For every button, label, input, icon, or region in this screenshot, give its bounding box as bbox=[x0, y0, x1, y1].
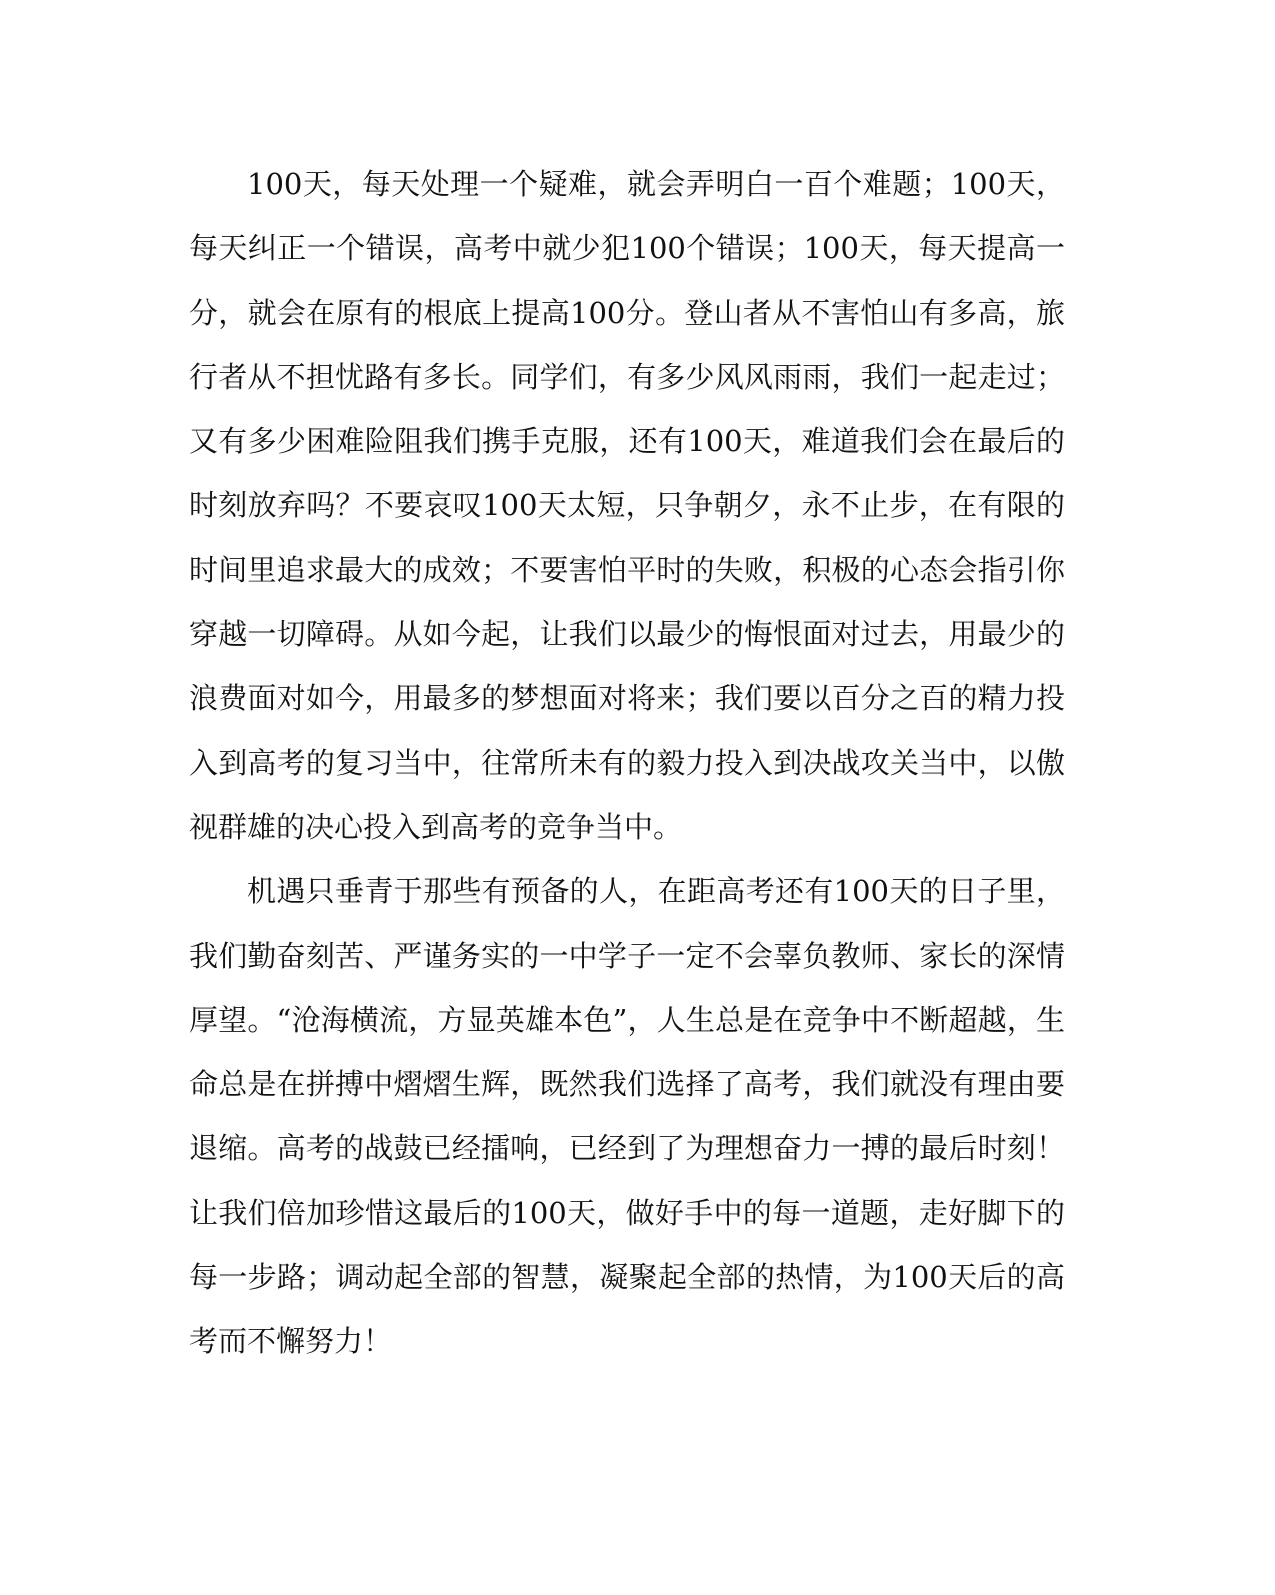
paragraph-1: 100天，每天处理一个疑难，就会弄明白一百个难题；100天，每天纠正一个错误，高考中就少犯100个错误；100天，每天提高一分，就会在原有的根底上提高100分。登山者从不害怕山有多高，旅行者从不担忧路有多长。同学们，有多少风风雨雨，我们一起走过；又有多少困难险阻我们携手克服，还有100天，难道我们会在最后的时刻放弃吗？不要哀叹100天太短，只争朝夕，永不止步，在有限的时间里追求最大的成效；不要害怕平时的失败，积极的心态会指引你穿越一切障碍。从如今起，让我们以最少的悔恨面对过去，用最少的浪费面对如今，用最多的梦想面对将来；我们要以百分之百的精力投入到高考的复习当中，往常所未有的毅力投入到决战攻关当中，以傲视群雄的决心投入到高考的竞争当中。 bbox=[189, 167, 1065, 844]
document-body bbox=[189, 152, 1065, 1374]
paragraph-2: 机遇只垂青于那些有预备的人，在距高考还有100天的日子里，我们勤奋刻苦、严谨务实的一中学子一定不会辜负教师、家长的深情厚望。“沧海横流，方显英雄本色”，人生总是在竞争中不断超越，生命总是在拼搏中熠熠生辉，既然我们选择了高考，我们就没有理由要退缩。高考的战鼓已经擂响，已经到了为理想奋力一搏的最后时刻！让我们倍加珍惜这最后的100天，做好手中的每一道题，走好脚下的每一步路；调动起全部的智慧，凝聚起全部的热情，为100天后的高考而不懈努力！ bbox=[189, 874, 1065, 1359]
